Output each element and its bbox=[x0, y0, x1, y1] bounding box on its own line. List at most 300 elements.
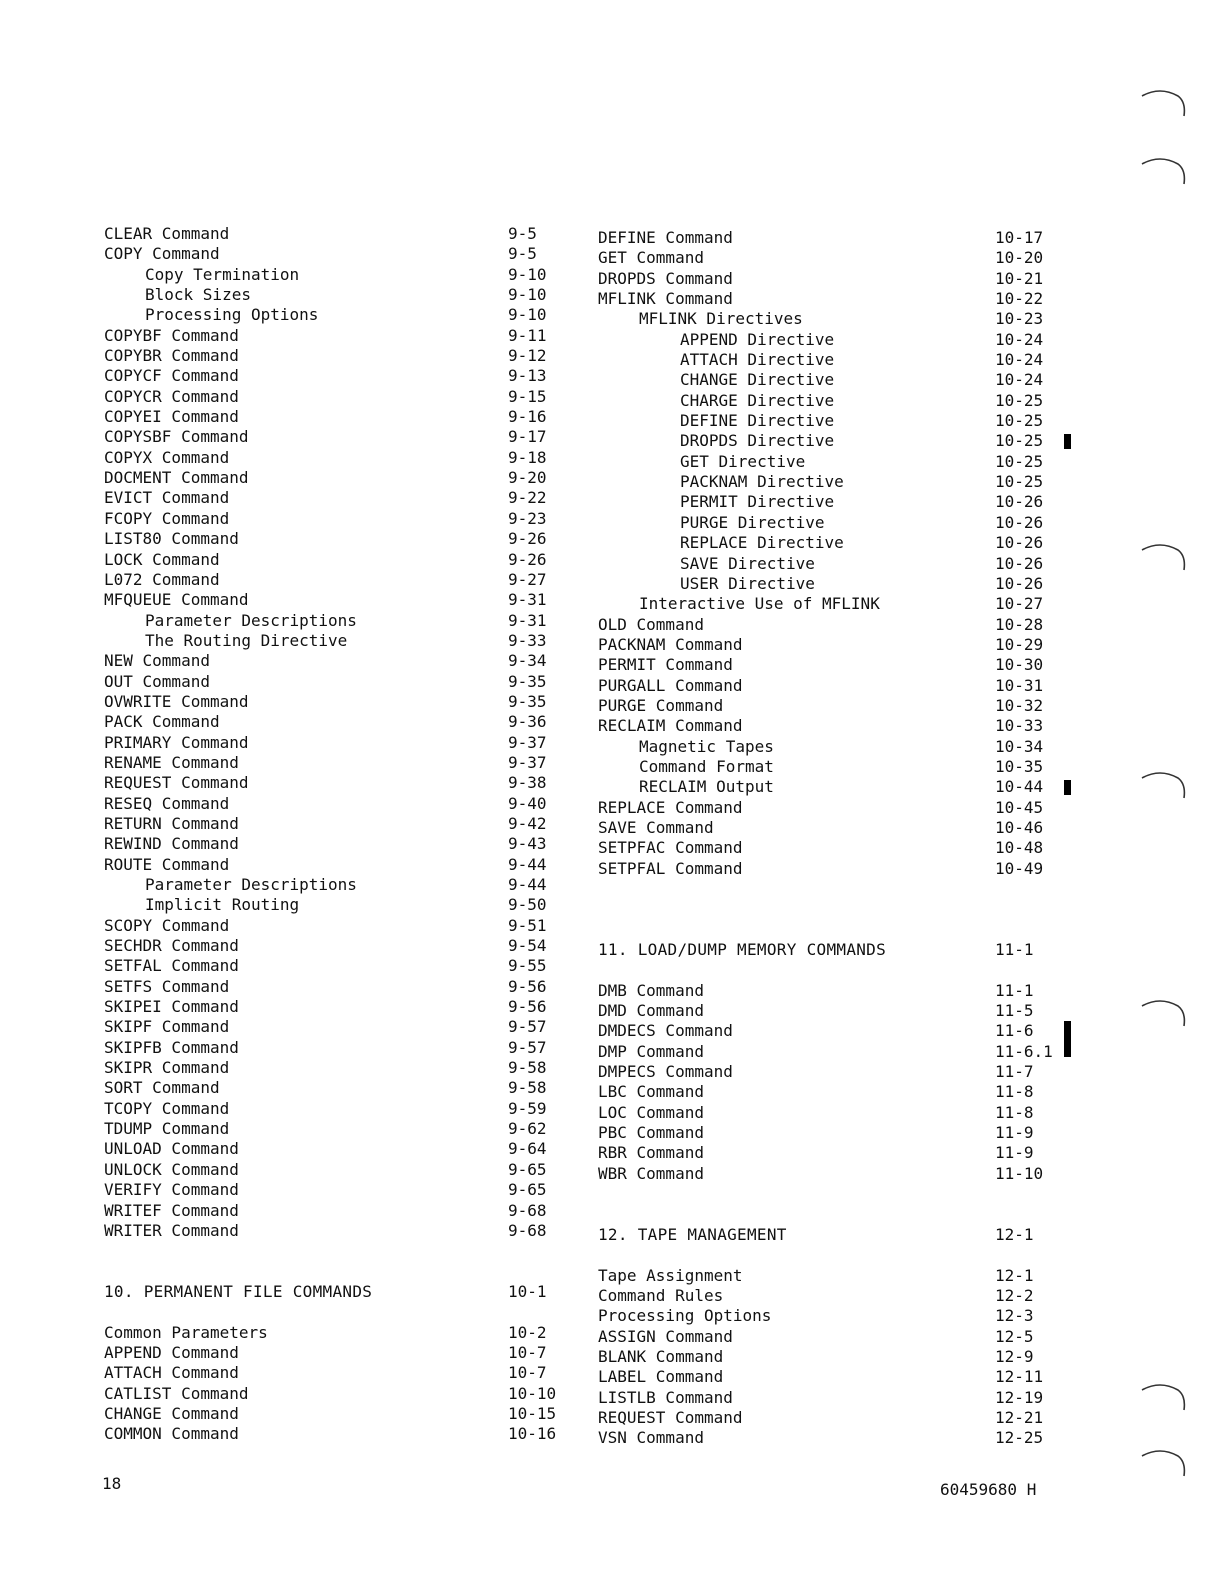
toc-entry bbox=[104, 1323, 554, 1343]
toc-entry-page: 9-42 bbox=[508, 813, 547, 833]
toc-entry-page: 9-10 bbox=[508, 305, 547, 325]
spacer bbox=[598, 1184, 1068, 1204]
toc-entry bbox=[104, 590, 554, 610]
toc-entry-title: The Routing Directive bbox=[145, 630, 348, 650]
toc-entry-title: Processing Options bbox=[145, 305, 319, 325]
toc-entry bbox=[104, 977, 554, 997]
toc-entry-title: Parameter Descriptions bbox=[145, 875, 357, 894]
spacer bbox=[598, 960, 1068, 980]
toc-entry-title: Command Format bbox=[639, 756, 774, 776]
toc-entry-title: SORT Command bbox=[104, 1078, 220, 1098]
toc-entry bbox=[104, 631, 554, 651]
toc-entry bbox=[598, 1428, 1068, 1448]
toc-entry-page: 10-26 bbox=[995, 573, 1044, 593]
toc-entry bbox=[598, 1103, 1068, 1123]
toc-entry-page: 9-59 bbox=[508, 1098, 547, 1118]
spacer bbox=[598, 920, 1068, 940]
toc-entry bbox=[598, 615, 1068, 635]
toc-entry-page: 9-37 bbox=[508, 752, 547, 772]
toc-entry-page: 12-19 bbox=[995, 1387, 1044, 1407]
toc-entry bbox=[104, 1139, 554, 1159]
toc-entry-page: 12-21 bbox=[995, 1407, 1044, 1427]
toc-entry-title: REWIND Command bbox=[104, 834, 239, 854]
toc-entry-page: 11-1 bbox=[995, 940, 1034, 960]
toc-entry bbox=[598, 1347, 1068, 1367]
change-bar bbox=[1064, 434, 1071, 449]
toc-entry-page: 11-1 bbox=[995, 980, 1034, 1000]
toc-entry-page: 9-58 bbox=[508, 1078, 547, 1098]
toc-entry-title: SCOPY Command bbox=[104, 915, 230, 935]
toc-entry bbox=[598, 757, 1068, 777]
toc-entry-title: CHANGE Command bbox=[104, 1403, 239, 1423]
toc-entry bbox=[104, 427, 554, 447]
toc-entry-title: SAVE Directive bbox=[680, 553, 815, 573]
punch-hole-mark bbox=[1138, 1442, 1188, 1482]
toc-entry-title: Interactive Use of MFLINK bbox=[639, 594, 880, 614]
toc-entry-title: ROUTE Command bbox=[104, 854, 230, 874]
toc-entry-page: 10-32 bbox=[995, 695, 1044, 715]
toc-entry bbox=[104, 550, 554, 570]
toc-entry bbox=[104, 1424, 557, 1444]
toc-entry bbox=[104, 509, 554, 529]
toc-entry-title: DEFINE Command bbox=[598, 228, 733, 247]
toc-entry-page: 10-25 bbox=[995, 431, 1044, 451]
toc-entry bbox=[598, 676, 1068, 696]
toc-entry-title: TDUMP Command bbox=[104, 1119, 230, 1139]
punch-hole-mark bbox=[1138, 82, 1188, 122]
toc-entry-title: CHANGE Directive bbox=[680, 370, 835, 390]
toc-entry-title: OUT Command bbox=[104, 671, 210, 691]
toc-entry-title: LISTLB Command bbox=[598, 1387, 733, 1407]
toc-entry-title: OLD Command bbox=[598, 614, 704, 634]
toc-entry bbox=[104, 651, 554, 671]
toc-entry-page: 9-5 bbox=[508, 244, 537, 264]
toc-entry-title: DMD Command bbox=[598, 1001, 704, 1021]
spacer bbox=[104, 1262, 554, 1282]
toc-entry-page: 10-34 bbox=[995, 736, 1044, 756]
toc-entry-title: RECLAIM Command bbox=[598, 716, 743, 736]
toc-entry-title: TCOPY Command bbox=[104, 1098, 230, 1118]
toc-entry-title: USER Directive bbox=[680, 573, 815, 593]
toc-entry-page: 9-40 bbox=[508, 793, 547, 813]
toc-entry-page: 12-11 bbox=[995, 1367, 1044, 1387]
toc-entry bbox=[598, 1021, 1068, 1041]
toc-entry bbox=[598, 798, 1068, 818]
toc-entry bbox=[104, 1343, 554, 1363]
toc-entry-title: SETFAL Command bbox=[104, 956, 239, 976]
toc-entry bbox=[598, 431, 1068, 451]
toc-entry-title: REPLACE Directive bbox=[680, 533, 844, 553]
toc-entry-page: 9-65 bbox=[508, 1159, 547, 1179]
toc-entry-page: 10-26 bbox=[995, 492, 1044, 512]
toc-entry-page: 10-16 bbox=[508, 1424, 557, 1444]
toc-entry-page: 9-57 bbox=[508, 1037, 547, 1057]
spacer bbox=[598, 1205, 1068, 1225]
toc-entry bbox=[598, 533, 1068, 553]
toc-entry bbox=[104, 753, 554, 773]
toc-entry-page: 9-50 bbox=[508, 895, 547, 915]
toc-entry bbox=[104, 529, 554, 549]
toc-entry-title: PBC Command bbox=[598, 1123, 704, 1143]
toc-entry bbox=[104, 1201, 554, 1221]
document-number: 60459680 H bbox=[940, 1480, 1037, 1499]
toc-entry-title: WRITER Command bbox=[104, 1220, 239, 1240]
toc-entry-page: 9-65 bbox=[508, 1180, 547, 1200]
toc-entry bbox=[598, 1327, 1068, 1347]
toc-entry-page: 9-11 bbox=[508, 325, 547, 345]
toc-entry-page: 9-56 bbox=[508, 997, 547, 1017]
toc-entry-title: SKIPFB Command bbox=[104, 1037, 239, 1057]
toc-entry-title: COPYCR Command bbox=[104, 386, 239, 406]
toc-entry-page: 9-10 bbox=[508, 285, 547, 305]
toc-entry-title: DROPDS Directive bbox=[680, 431, 835, 451]
toc-entry-title: OVWRITE Command bbox=[104, 691, 249, 711]
toc-entry bbox=[104, 366, 554, 386]
toc-entry-page: 9-13 bbox=[508, 366, 547, 386]
toc-entry bbox=[598, 1266, 1068, 1286]
toc-entry bbox=[598, 452, 1068, 472]
toc-entry-title: MFLINK Command bbox=[598, 289, 733, 309]
spacer bbox=[598, 879, 1068, 899]
toc-entry-page: 12-9 bbox=[995, 1346, 1034, 1366]
toc-entry-page: 10-25 bbox=[995, 451, 1044, 471]
toc-entry-page: 9-16 bbox=[508, 407, 547, 427]
toc-entry bbox=[104, 1078, 554, 1098]
toc-section-heading bbox=[598, 940, 1068, 960]
toc-entry-page: 9-37 bbox=[508, 732, 547, 752]
toc-entry bbox=[598, 411, 1068, 431]
toc-entry-title: WBR Command bbox=[598, 1163, 704, 1183]
toc-entry-page: 9-31 bbox=[508, 590, 547, 610]
toc-entry-title: SKIPEI Command bbox=[104, 997, 239, 1017]
toc-entry bbox=[598, 635, 1068, 655]
punch-hole-mark bbox=[1138, 764, 1188, 804]
toc-entry bbox=[598, 350, 1068, 370]
toc-entry-title: PACK Command bbox=[104, 712, 220, 732]
toc-entry-page: 9-54 bbox=[508, 936, 547, 956]
toc-entry bbox=[104, 1058, 554, 1078]
spacer bbox=[104, 1302, 554, 1322]
toc-entry bbox=[598, 574, 1068, 594]
toc-entry-page: 10-7 bbox=[508, 1363, 547, 1383]
toc-entry-page: 9-15 bbox=[508, 386, 547, 406]
toc-entry-title: PERMIT Command bbox=[598, 655, 733, 675]
toc-entry bbox=[104, 285, 554, 305]
toc-entry-page: 10-30 bbox=[995, 655, 1044, 675]
toc-entry bbox=[598, 513, 1068, 533]
toc-entry-title: RESEQ Command bbox=[104, 793, 230, 813]
toc-entry bbox=[104, 244, 554, 264]
toc-entry-page: 11-10 bbox=[995, 1163, 1044, 1183]
toc-entry bbox=[598, 472, 1068, 492]
toc-entry bbox=[104, 224, 554, 244]
toc-entry-title: EVICT Command bbox=[104, 488, 230, 508]
toc-entry-title: REPLACE Command bbox=[598, 797, 743, 817]
toc-entry-page: 10-25 bbox=[995, 472, 1044, 492]
toc-entry-title: LOC Command bbox=[598, 1102, 704, 1122]
toc-entry-title: SETFS Command bbox=[104, 976, 230, 996]
toc-entry bbox=[598, 1388, 1068, 1408]
punch-hole-mark bbox=[1138, 992, 1188, 1032]
toc-entry bbox=[104, 468, 554, 488]
toc-entry-title: L072 Command bbox=[104, 569, 220, 589]
page-number: 18 bbox=[102, 1474, 122, 1493]
toc-entry-page: 9-56 bbox=[508, 976, 547, 996]
toc-entry-title: DROPDS Command bbox=[598, 268, 733, 288]
toc-entry-title: Common Parameters bbox=[104, 1322, 268, 1342]
toc-entry-page: 9-12 bbox=[508, 346, 547, 366]
toc-entry-page: 11-9 bbox=[995, 1143, 1034, 1163]
toc-entry bbox=[598, 1042, 1068, 1062]
toc-entry bbox=[598, 777, 1068, 797]
toc-entry bbox=[104, 488, 554, 508]
toc-entry-page: 9-68 bbox=[508, 1220, 547, 1240]
toc-entry-page: 11-9 bbox=[995, 1123, 1034, 1143]
toc-entry bbox=[104, 814, 554, 834]
punch-hole-mark bbox=[1138, 1376, 1188, 1416]
toc-entry-page: 10-48 bbox=[995, 838, 1044, 858]
toc-entry-title: GET Command bbox=[598, 248, 704, 268]
toc-entry bbox=[598, 1306, 1068, 1326]
toc-entry-page: 9-22 bbox=[508, 488, 547, 508]
toc-entry-page: 9-18 bbox=[508, 447, 547, 467]
toc-entry bbox=[598, 391, 1068, 411]
toc-entry bbox=[104, 1221, 554, 1241]
toc-entry bbox=[598, 737, 1068, 757]
toc-entry-title: WRITEF Command bbox=[104, 1200, 239, 1220]
toc-entry-title: COPYCF Command bbox=[104, 366, 239, 386]
toc-entry-page: 11-8 bbox=[995, 1102, 1034, 1122]
toc-entry-page: 10-2 bbox=[508, 1322, 547, 1342]
toc-entry-title: MFLINK Directives bbox=[639, 309, 803, 329]
toc-entry-page: 12-1 bbox=[995, 1224, 1034, 1244]
toc-entry-title: Parameter Descriptions bbox=[145, 610, 357, 630]
toc-entry-title: APPEND Directive bbox=[680, 329, 835, 349]
toc-entry bbox=[104, 956, 554, 976]
toc-entry-title: VSN Command bbox=[598, 1428, 704, 1448]
toc-entry-title: DMP Command bbox=[598, 1041, 704, 1061]
toc-entry-title: DMB Command bbox=[598, 980, 704, 1000]
toc-entry-title: COMMON Command bbox=[104, 1424, 239, 1444]
toc-entry-page: 11-5 bbox=[995, 1001, 1034, 1021]
toc-entry-page: 9-23 bbox=[508, 508, 547, 528]
toc-entry bbox=[104, 305, 554, 325]
toc-entry-title: COPY Command bbox=[104, 244, 220, 264]
toc-entry-title: ATTACH Directive bbox=[680, 350, 835, 370]
toc-entry-page: 10-24 bbox=[995, 329, 1044, 349]
toc-entry-page: 12-3 bbox=[995, 1306, 1034, 1326]
toc-entry-page: 9-35 bbox=[508, 671, 547, 691]
toc-entry-page: 12-1 bbox=[995, 1265, 1034, 1285]
toc-entry bbox=[598, 981, 1068, 1001]
toc-left-column bbox=[104, 224, 557, 1445]
toc-entry-page: 10-33 bbox=[995, 716, 1044, 736]
toc-entry bbox=[104, 855, 554, 875]
toc-entry bbox=[598, 1001, 1068, 1021]
toc-entry-title: LABEL Command bbox=[598, 1367, 724, 1387]
toc-entry-title: REQUEST Command bbox=[104, 773, 249, 793]
toc-entry-title: BLANK Command bbox=[598, 1346, 724, 1366]
toc-entry-page: 9-26 bbox=[508, 529, 547, 549]
toc-entry bbox=[104, 1383, 557, 1404]
spacer bbox=[598, 899, 1068, 919]
toc-entry bbox=[598, 289, 1068, 309]
toc-entry-title: VERIFY Command bbox=[104, 1180, 239, 1200]
toc-entry-title: LBC Command bbox=[598, 1082, 704, 1102]
toc-entry-page: 9-36 bbox=[508, 712, 547, 732]
toc-entry-title: SKIPR Command bbox=[104, 1058, 230, 1078]
toc-entry-title: RECLAIM Output bbox=[639, 777, 774, 797]
toc-entry-title: 10. PERMANENT FILE COMMANDS bbox=[104, 1281, 373, 1301]
toc-entry bbox=[598, 696, 1068, 716]
toc-entry-title: PURGE Command bbox=[598, 695, 724, 715]
toc-entry bbox=[104, 1119, 554, 1139]
toc-entry bbox=[104, 407, 554, 427]
toc-entry bbox=[598, 492, 1068, 512]
toc-entry-title: PURGE Directive bbox=[680, 512, 825, 532]
toc-entry-title: COPYEI Command bbox=[104, 407, 239, 427]
toc-entry-page: 9-68 bbox=[508, 1200, 547, 1220]
toc-entry-title: 11. LOAD/DUMP MEMORY COMMANDS bbox=[598, 940, 887, 960]
punch-hole-mark bbox=[1138, 150, 1188, 190]
toc-entry-title: LIST80 Command bbox=[104, 529, 239, 549]
toc-entry-title: PURGALL Command bbox=[598, 675, 743, 695]
toc-entry bbox=[598, 838, 1068, 858]
toc-entry-page: 9-20 bbox=[508, 468, 547, 488]
toc-entry bbox=[598, 554, 1068, 574]
toc-entry-page: 9-27 bbox=[508, 569, 547, 589]
toc-entry-title: ATTACH Command bbox=[104, 1363, 239, 1383]
toc-entry bbox=[104, 387, 554, 407]
toc-entry bbox=[598, 818, 1068, 838]
toc-entry-page: 9-58 bbox=[508, 1058, 547, 1078]
punch-hole-mark bbox=[1138, 536, 1188, 576]
toc-entry-title: FCOPY Command bbox=[104, 508, 230, 528]
toc-entry-title: CHARGE Directive bbox=[680, 390, 835, 410]
toc-entry-page: 10-1 bbox=[508, 1281, 547, 1301]
toc-entry-page: 10-23 bbox=[995, 309, 1044, 329]
toc-entry-title: DOCMENT Command bbox=[104, 468, 249, 488]
toc-entry bbox=[598, 248, 1068, 268]
toc-entry bbox=[104, 1403, 557, 1424]
toc-entry-page: 10-31 bbox=[995, 675, 1044, 695]
toc-entry-title: Tape Assignment bbox=[598, 1265, 743, 1285]
toc-entry-page: 9-64 bbox=[508, 1139, 547, 1159]
toc-entry-page: 10-28 bbox=[995, 614, 1044, 634]
toc-entry-title: Processing Options bbox=[598, 1306, 772, 1326]
toc-entry-page: 10-22 bbox=[995, 289, 1044, 309]
toc-entry-page: 10-26 bbox=[995, 553, 1044, 573]
toc-entry-title: REQUEST Command bbox=[598, 1407, 743, 1427]
toc-entry bbox=[598, 716, 1068, 736]
toc-section-heading bbox=[104, 1282, 554, 1302]
toc-entry-page: 12-2 bbox=[995, 1285, 1034, 1305]
toc-entry bbox=[598, 228, 1068, 248]
toc-entry-page: 10-15 bbox=[508, 1403, 557, 1423]
toc-entry bbox=[598, 1367, 1068, 1387]
toc-entry bbox=[104, 875, 554, 895]
toc-entry-page: 9-33 bbox=[508, 630, 547, 650]
toc-entry bbox=[598, 1123, 1068, 1143]
toc-entry-page: 12-5 bbox=[995, 1326, 1034, 1346]
toc-entry-title: UNLOCK Command bbox=[104, 1159, 239, 1179]
change-bar bbox=[1064, 780, 1071, 795]
toc-entry-title: ASSIGN Command bbox=[598, 1326, 733, 1346]
toc-entry-title: CATLIST Command bbox=[104, 1383, 249, 1403]
toc-entry-title: COPYX Command bbox=[104, 447, 230, 467]
toc-entry-title: COPYSBF Command bbox=[104, 427, 249, 447]
toc-entry-title: SETPFAL Command bbox=[598, 858, 743, 878]
toc-entry-title: APPEND Command bbox=[104, 1342, 239, 1362]
toc-entry bbox=[104, 570, 554, 590]
toc-entry-title: RENAME Command bbox=[104, 752, 239, 772]
toc-right-column bbox=[598, 228, 1068, 1449]
toc-entry bbox=[598, 370, 1068, 390]
toc-entry-page: 10-26 bbox=[995, 512, 1044, 532]
toc-entry-title: Block Sizes bbox=[145, 285, 251, 305]
toc-entry bbox=[598, 269, 1068, 289]
toc-entry-title: Magnetic Tapes bbox=[639, 736, 774, 756]
toc-entry-title: UNLOAD Command bbox=[104, 1139, 239, 1159]
toc-entry-page: 9-17 bbox=[508, 427, 547, 447]
toc-entry bbox=[104, 692, 554, 712]
toc-entry-title: RETURN Command bbox=[104, 813, 239, 833]
toc-entry-page: 9-51 bbox=[508, 915, 547, 935]
toc-entry-page: 10-7 bbox=[508, 1342, 547, 1362]
toc-entry-page: 10-25 bbox=[995, 411, 1044, 431]
toc-entry-title: GET Directive bbox=[680, 451, 806, 471]
toc-entry-page: 10-25 bbox=[995, 390, 1044, 410]
toc-entry-title: SECHDR Command bbox=[104, 936, 239, 956]
toc-entry bbox=[104, 448, 554, 468]
toc-entry bbox=[104, 1180, 554, 1200]
toc-entry bbox=[104, 1099, 554, 1119]
toc-entry-page: 11-6 bbox=[995, 1021, 1034, 1041]
toc-entry-page: 11-8 bbox=[995, 1082, 1034, 1102]
toc-entry-page: 11-7 bbox=[995, 1062, 1034, 1082]
toc-entry-title: CLEAR Command bbox=[104, 224, 230, 243]
toc-entry-page: 10-21 bbox=[995, 268, 1044, 288]
toc-entry bbox=[104, 611, 554, 631]
toc-entry bbox=[104, 997, 554, 1017]
toc-entry-page: 10-45 bbox=[995, 797, 1044, 817]
toc-entry bbox=[598, 1164, 1068, 1184]
toc-entry bbox=[104, 834, 554, 854]
toc-entry-title: DMPECS Command bbox=[598, 1062, 733, 1082]
toc-entry bbox=[104, 936, 554, 956]
toc-entry-title: PERMIT Directive bbox=[680, 492, 835, 512]
toc-entry-title: SKIPF Command bbox=[104, 1017, 230, 1037]
toc-entry-page: 10-26 bbox=[995, 533, 1044, 553]
toc-entry-title: DEFINE Directive bbox=[680, 411, 835, 431]
toc-entry bbox=[104, 773, 554, 793]
toc-entry-title: PACKNAM Command bbox=[598, 634, 743, 654]
toc-entry bbox=[104, 326, 554, 346]
toc-entry-title: RBR Command bbox=[598, 1143, 704, 1163]
toc-entry-title: LOCK Command bbox=[104, 549, 220, 569]
toc-entry-title: COPYBF Command bbox=[104, 325, 239, 345]
toc-entry-page: 10-44 bbox=[995, 777, 1044, 797]
toc-entry-title: 12. TAPE MANAGEMENT bbox=[598, 1224, 787, 1244]
toc-entry-title: PACKNAM Directive bbox=[680, 472, 844, 492]
toc-entry bbox=[104, 794, 554, 814]
toc-section-heading bbox=[598, 1225, 1068, 1245]
toc-entry-page: 10-35 bbox=[995, 756, 1044, 776]
toc-entry-title: SAVE Command bbox=[598, 817, 714, 837]
toc-entry-page: 9-55 bbox=[508, 956, 547, 976]
toc-entry bbox=[598, 1408, 1068, 1428]
toc-entry bbox=[104, 1017, 554, 1037]
